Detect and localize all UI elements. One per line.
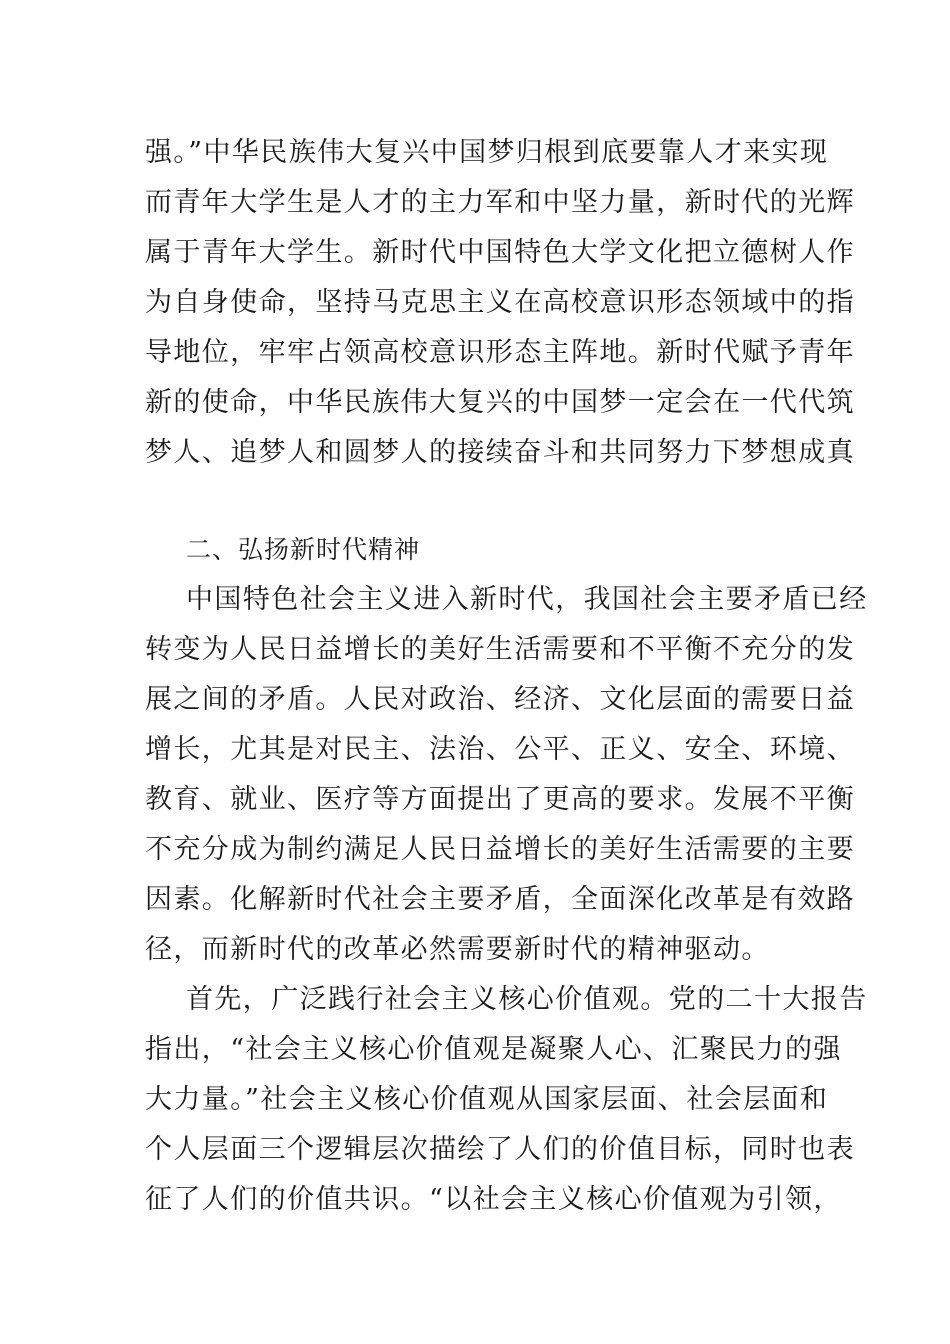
paragraph-line: 径，而新时代的改革必然需要新时代的精神驱动。 xyxy=(145,934,770,965)
paragraph-line: 而青年大学生是人才的主力军和中坚力量，新时代的光辉 xyxy=(145,187,855,218)
paragraph-line: 教育、就业、医疗等方面提出了更高的要求。发展不平衡 xyxy=(145,784,855,815)
paragraph-line: 中国特色社会主义进入新时代，我国社会主要矛盾已经 xyxy=(186,584,868,615)
paragraph-line: 征了人们的价值共识。“以社会主义核心价值观为引领， xyxy=(145,1184,842,1215)
paragraph-line: 因素。化解新时代社会主要矛盾，全面深化改革是有效路 xyxy=(145,884,855,915)
paragraph-line: 梦人、追梦人和圆梦人的接续奋斗和共同努力下梦想成真 xyxy=(145,437,855,468)
paragraph-line: 转变为人民日益增长的美好生活需要和不平衡不充分的发 xyxy=(145,634,855,665)
paragraph-line: 首先，广泛践行社会主义核心价值观。党的二十大报告 xyxy=(186,984,868,1015)
paragraph-line: 新的使命，中华民族伟大复兴的中国梦一定会在一代代筑 xyxy=(145,387,855,418)
paragraph-line: 指出，“社会主义核心价值观是凝聚人心、汇聚民力的强 xyxy=(145,1034,842,1065)
paragraph-line: 个人层面三个逻辑层次描绘了人们的价值目标，同时也表 xyxy=(145,1134,855,1165)
paragraph-line: 增长，尤其是对民主、法治、公平、正义、安全、环境、 xyxy=(145,734,855,765)
paragraph-line: 不充分成为制约满足人民日益增长的美好生活需要的主要 xyxy=(145,834,855,865)
paragraph-line: 大力量。”社会主义核心价值观从国家层面、社会层面和 xyxy=(145,1084,829,1115)
paragraph-line: 导地位，牢牢占领高校意识形态主阵地。新时代赋予青年 xyxy=(145,337,855,368)
paragraph-line: 展之间的矛盾。人民对政治、经济、文化层面的需要日益 xyxy=(145,684,855,715)
paragraph-line: 强。”中华民族伟大复兴中国梦归根到底要靠人才来实现 xyxy=(145,137,829,168)
paragraph-line: 属于青年大学生。新时代中国特色大学文化把立德树人作 xyxy=(145,237,855,268)
paragraph-line: 为自身使命，坚持马克思主义在高校意识形态领域中的指 xyxy=(145,287,855,318)
section-heading: 二、弘扬新时代精神 xyxy=(186,535,421,564)
